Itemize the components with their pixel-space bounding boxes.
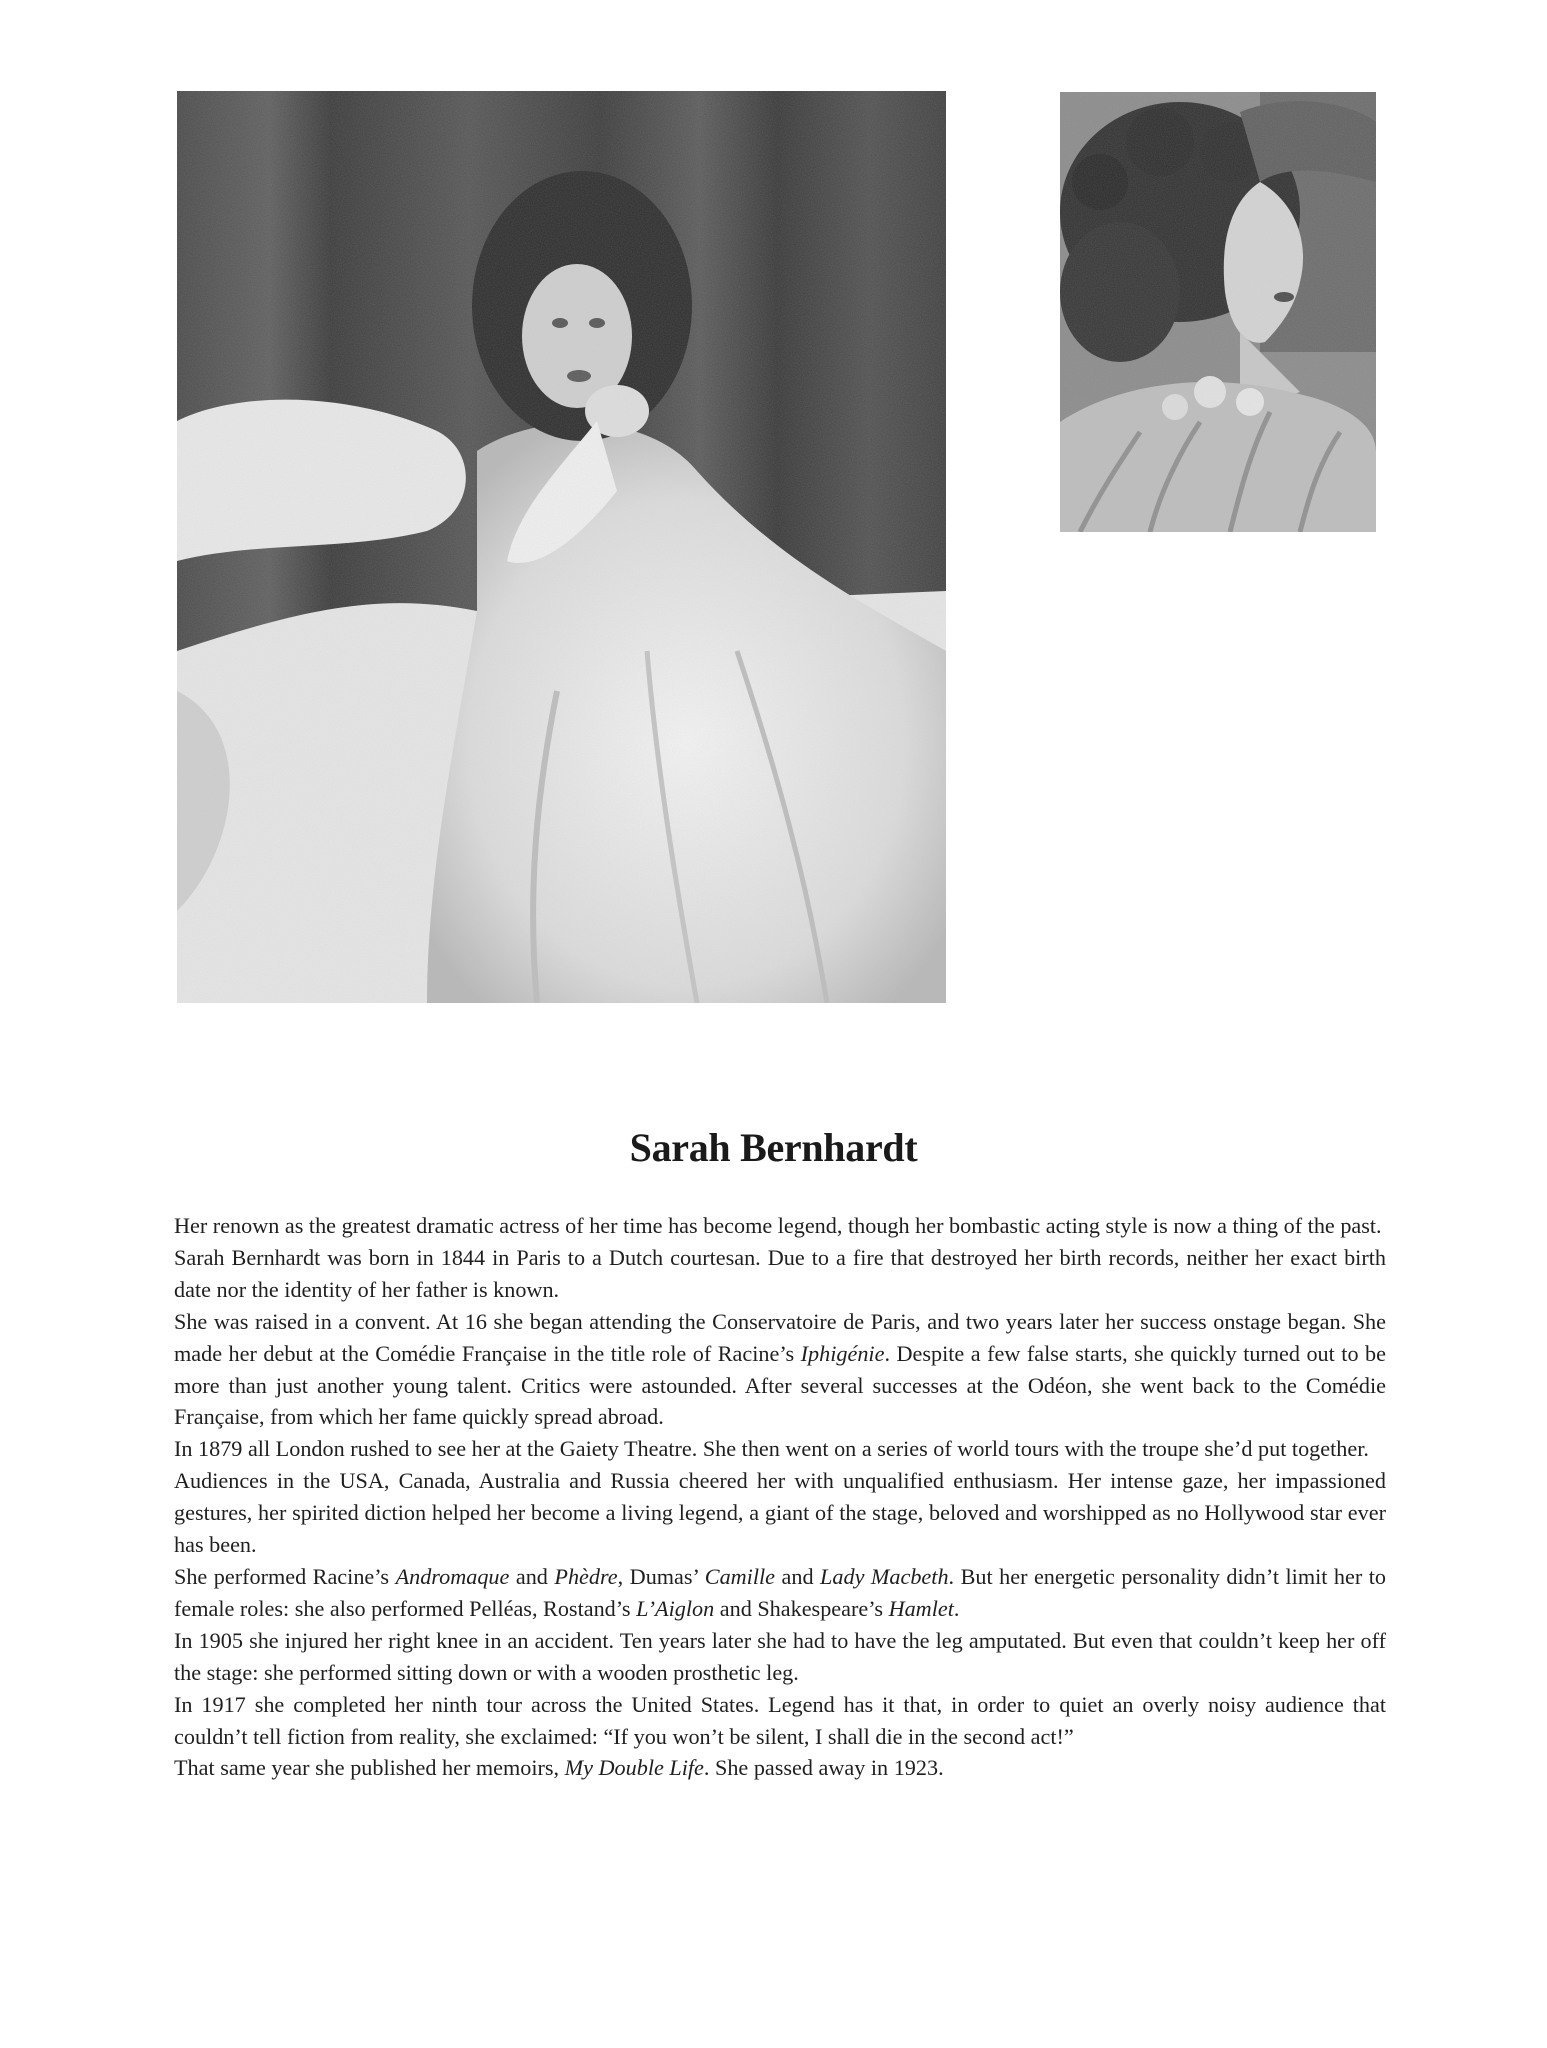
article-paragraph <box>174 1433 1386 1465</box>
paragraph-text: In 1905 she injured her right knee in an accident. Ten years later she had to have the leg amputated. But even that couldn’t keep her off the stage: she performed sitting down or with a wooden prosthetic leg. <box>174 1627 1386 1685</box>
italic-title-text: Camille <box>704 1563 776 1589</box>
paragraph-text: Sarah Bernhardt was born in 1844 in Paris to a Dutch courtesan. Due to a fire that destroyed her birth records, neither her exact birth date nor the identity of her father is known. <box>174 1244 1386 1302</box>
article-title: Sarah Bernhardt <box>629 1125 918 1170</box>
article-paragraph <box>174 1752 1386 1784</box>
paragraph-text: . Despite a few false starts, she quickly turned out to be more than just another young talent. Critics were astounded. After several successes at the Odéon, she went back to the Comédie Française, from which her fame quickly spread abroad. <box>174 1340 1387 1430</box>
paragraph-text: . But her energetic personality didn’t limit her to female roles: she also performed Pelléas, Rostand’s <box>174 1563 1386 1621</box>
article-paragraph <box>174 1625 1386 1689</box>
article-paragraph <box>174 1242 1386 1306</box>
article-paragraph <box>174 1465 1386 1561</box>
paragraph-text: . <box>953 1595 960 1621</box>
italic-title-text: Lady Macbeth <box>820 1563 949 1589</box>
paragraph-text: She was raised in a convent. At 16 she began attending the Conservatoire de Paris, and two years later her success onstage began. She made her debut at the Comédie Française in the title role of Racine’s <box>174 1308 1386 1366</box>
article-body <box>174 1210 1386 1784</box>
article-paragraph <box>174 1306 1386 1434</box>
paragraph-text: , Dumas’ <box>617 1563 705 1589</box>
article-paragraph <box>174 1689 1386 1753</box>
italic-title-text: Andromaque <box>395 1563 510 1589</box>
paragraph-text: Her renown as the greatest dramatic actress of her time has become legend, though her bombastic acting style is now a thing of the past. <box>174 1213 1382 1238</box>
italic-title-text: Phèdre <box>554 1563 618 1589</box>
italic-title-text: Iphigénie <box>800 1340 885 1366</box>
paragraph-text: In 1879 all London rushed to see her at the Gaiety Theatre. She then went on a series of world tours with the troupe she’d put together. <box>174 1436 1369 1462</box>
paragraph-text: In 1917 she completed her ninth tour across the United States. Legend has it that, in order to quiet an overly noisy audience that couldn’t tell fiction from reality, she exclaimed: “If you won’t be silent, I shall die in the second act!” <box>174 1691 1386 1749</box>
paragraph-text: She performed Racine’s <box>174 1563 396 1589</box>
portrait-photo-icon <box>177 91 946 1003</box>
paragraph-text: That same year she published her memoirs, <box>174 1755 565 1781</box>
italic-title-text: My Double Life <box>564 1755 704 1781</box>
paragraph-text: and <box>775 1563 821 1589</box>
italic-title-text: Hamlet <box>888 1595 954 1621</box>
portrait-photo-large <box>177 91 946 1003</box>
article-paragraph <box>174 1210 1386 1242</box>
portrait-photo-icon <box>1060 92 1376 532</box>
article-paragraph <box>174 1561 1386 1625</box>
paragraph-text: and <box>509 1563 555 1589</box>
paragraph-text: . She passed away in 1923. <box>703 1755 944 1781</box>
paragraph-text: and Shakespeare’s <box>714 1595 889 1621</box>
italic-title-text: L’Aiglon <box>636 1595 715 1621</box>
portrait-photo-small <box>1060 92 1376 532</box>
paragraph-text: Audiences in the USA, Canada, Australia and Russia cheered her with unqualified enthusiasm. Her intense gaze, her impassioned gestures, her spirited diction helped her become a living legend, a giant of the stage, beloved and worshipped as no Hollywood star ever has been. <box>174 1468 1386 1558</box>
